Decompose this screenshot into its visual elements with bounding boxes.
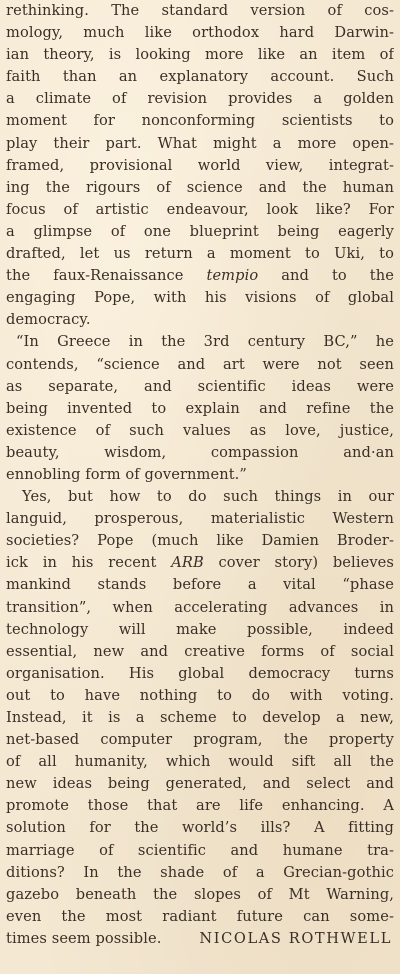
article-line: ditions? In the shade of a Grecian-gothic [6, 863, 394, 881]
article-line-text: cover story) believes [203, 554, 394, 572]
article-line: democracy. [6, 311, 91, 329]
article-line: focus of artistic endeavour, look like? For [6, 200, 394, 218]
article-body [6, 0, 394, 950]
article-line: net-based computer program, the property [6, 731, 394, 749]
article-line: gazebo beneath the slopes of Mt Warning, [6, 885, 394, 903]
article-line: Yes, but how to do such things in our [22, 488, 394, 506]
article-line: engaging Pope, with his visions of global [6, 289, 394, 307]
article-line-italic: ARB [171, 554, 204, 572]
article-line: essential, new and creative forms of social [6, 642, 394, 660]
article-line: ian theory, is looking more like an item of [6, 46, 394, 64]
article-line: transition”, when accelerating advances in [6, 598, 394, 616]
article-line: “In Greece in the 3rd century BC,” he [16, 333, 394, 351]
article-line: out to have nothing to do with voting. [6, 686, 394, 704]
article-line-text: ick in his recent [6, 554, 172, 572]
article-line: promote those that are life enhancing. A [6, 797, 394, 815]
article-line: languid, prosperous, materialistic Western [6, 510, 394, 528]
article-line: mology, much like orthodox hard Darwin- [6, 24, 394, 42]
article-line: drafted, let us return a moment to Uki, to [6, 245, 394, 263]
article-line: beauty, wisdom, compassion and·an [6, 443, 394, 461]
article-line: even the most radiant future can some- [6, 907, 394, 925]
article-line-italic: tempio [206, 267, 259, 285]
article-line: faith than an explanatory account. Such [6, 68, 394, 86]
article-line: ing the rigours of science and the human [6, 178, 394, 196]
article-line: ennobling form of government.” [6, 465, 247, 483]
article-line: play their part. What might a more open- [6, 134, 394, 152]
article-line-text: and to the [258, 267, 394, 285]
article-line [6, 552, 394, 574]
article-line: moment for nonconforming scientists to [6, 112, 394, 130]
author-byline: NICOLAS ROTHWELL [199, 930, 392, 947]
article-line: a glimpse of one blueprint being eagerly [6, 222, 394, 240]
article-line: technology will make possible, indeed [6, 620, 394, 638]
article-line: rethinking. The standard version of cos- [6, 2, 394, 19]
article-line: times seem possible. [6, 929, 162, 947]
article-line-text: the faux-Renaissance [6, 267, 207, 285]
article-line: existence of such values as love, justice, [6, 421, 394, 439]
article-line: societies? Pope (much like Damien Broder- [6, 532, 394, 550]
article-line: solution for the world’s ills? A fitting [6, 819, 394, 837]
article-line: of all humanity, which would sift all the [6, 753, 394, 771]
article-line: being invented to explain and refine the [6, 399, 394, 417]
article-line: as separate, and scientific ideas were [6, 377, 394, 395]
article-line: framed, provisional world view, integrat- [6, 156, 394, 174]
article-line: contends, “science and art were not seen [6, 355, 394, 373]
article-line: marriage of scientific and humane tra- [6, 841, 394, 859]
article-line: mankind stands before a vital “phase [6, 576, 394, 594]
article-line: a climate of revision provides a golden [6, 90, 394, 108]
article-line: Instead, it is a scheme to develop a new, [6, 709, 394, 726]
article-line: organisation. His global democracy turns [6, 664, 394, 682]
article-line [6, 265, 394, 287]
article-line: new ideas being generated, and select and [6, 775, 394, 793]
